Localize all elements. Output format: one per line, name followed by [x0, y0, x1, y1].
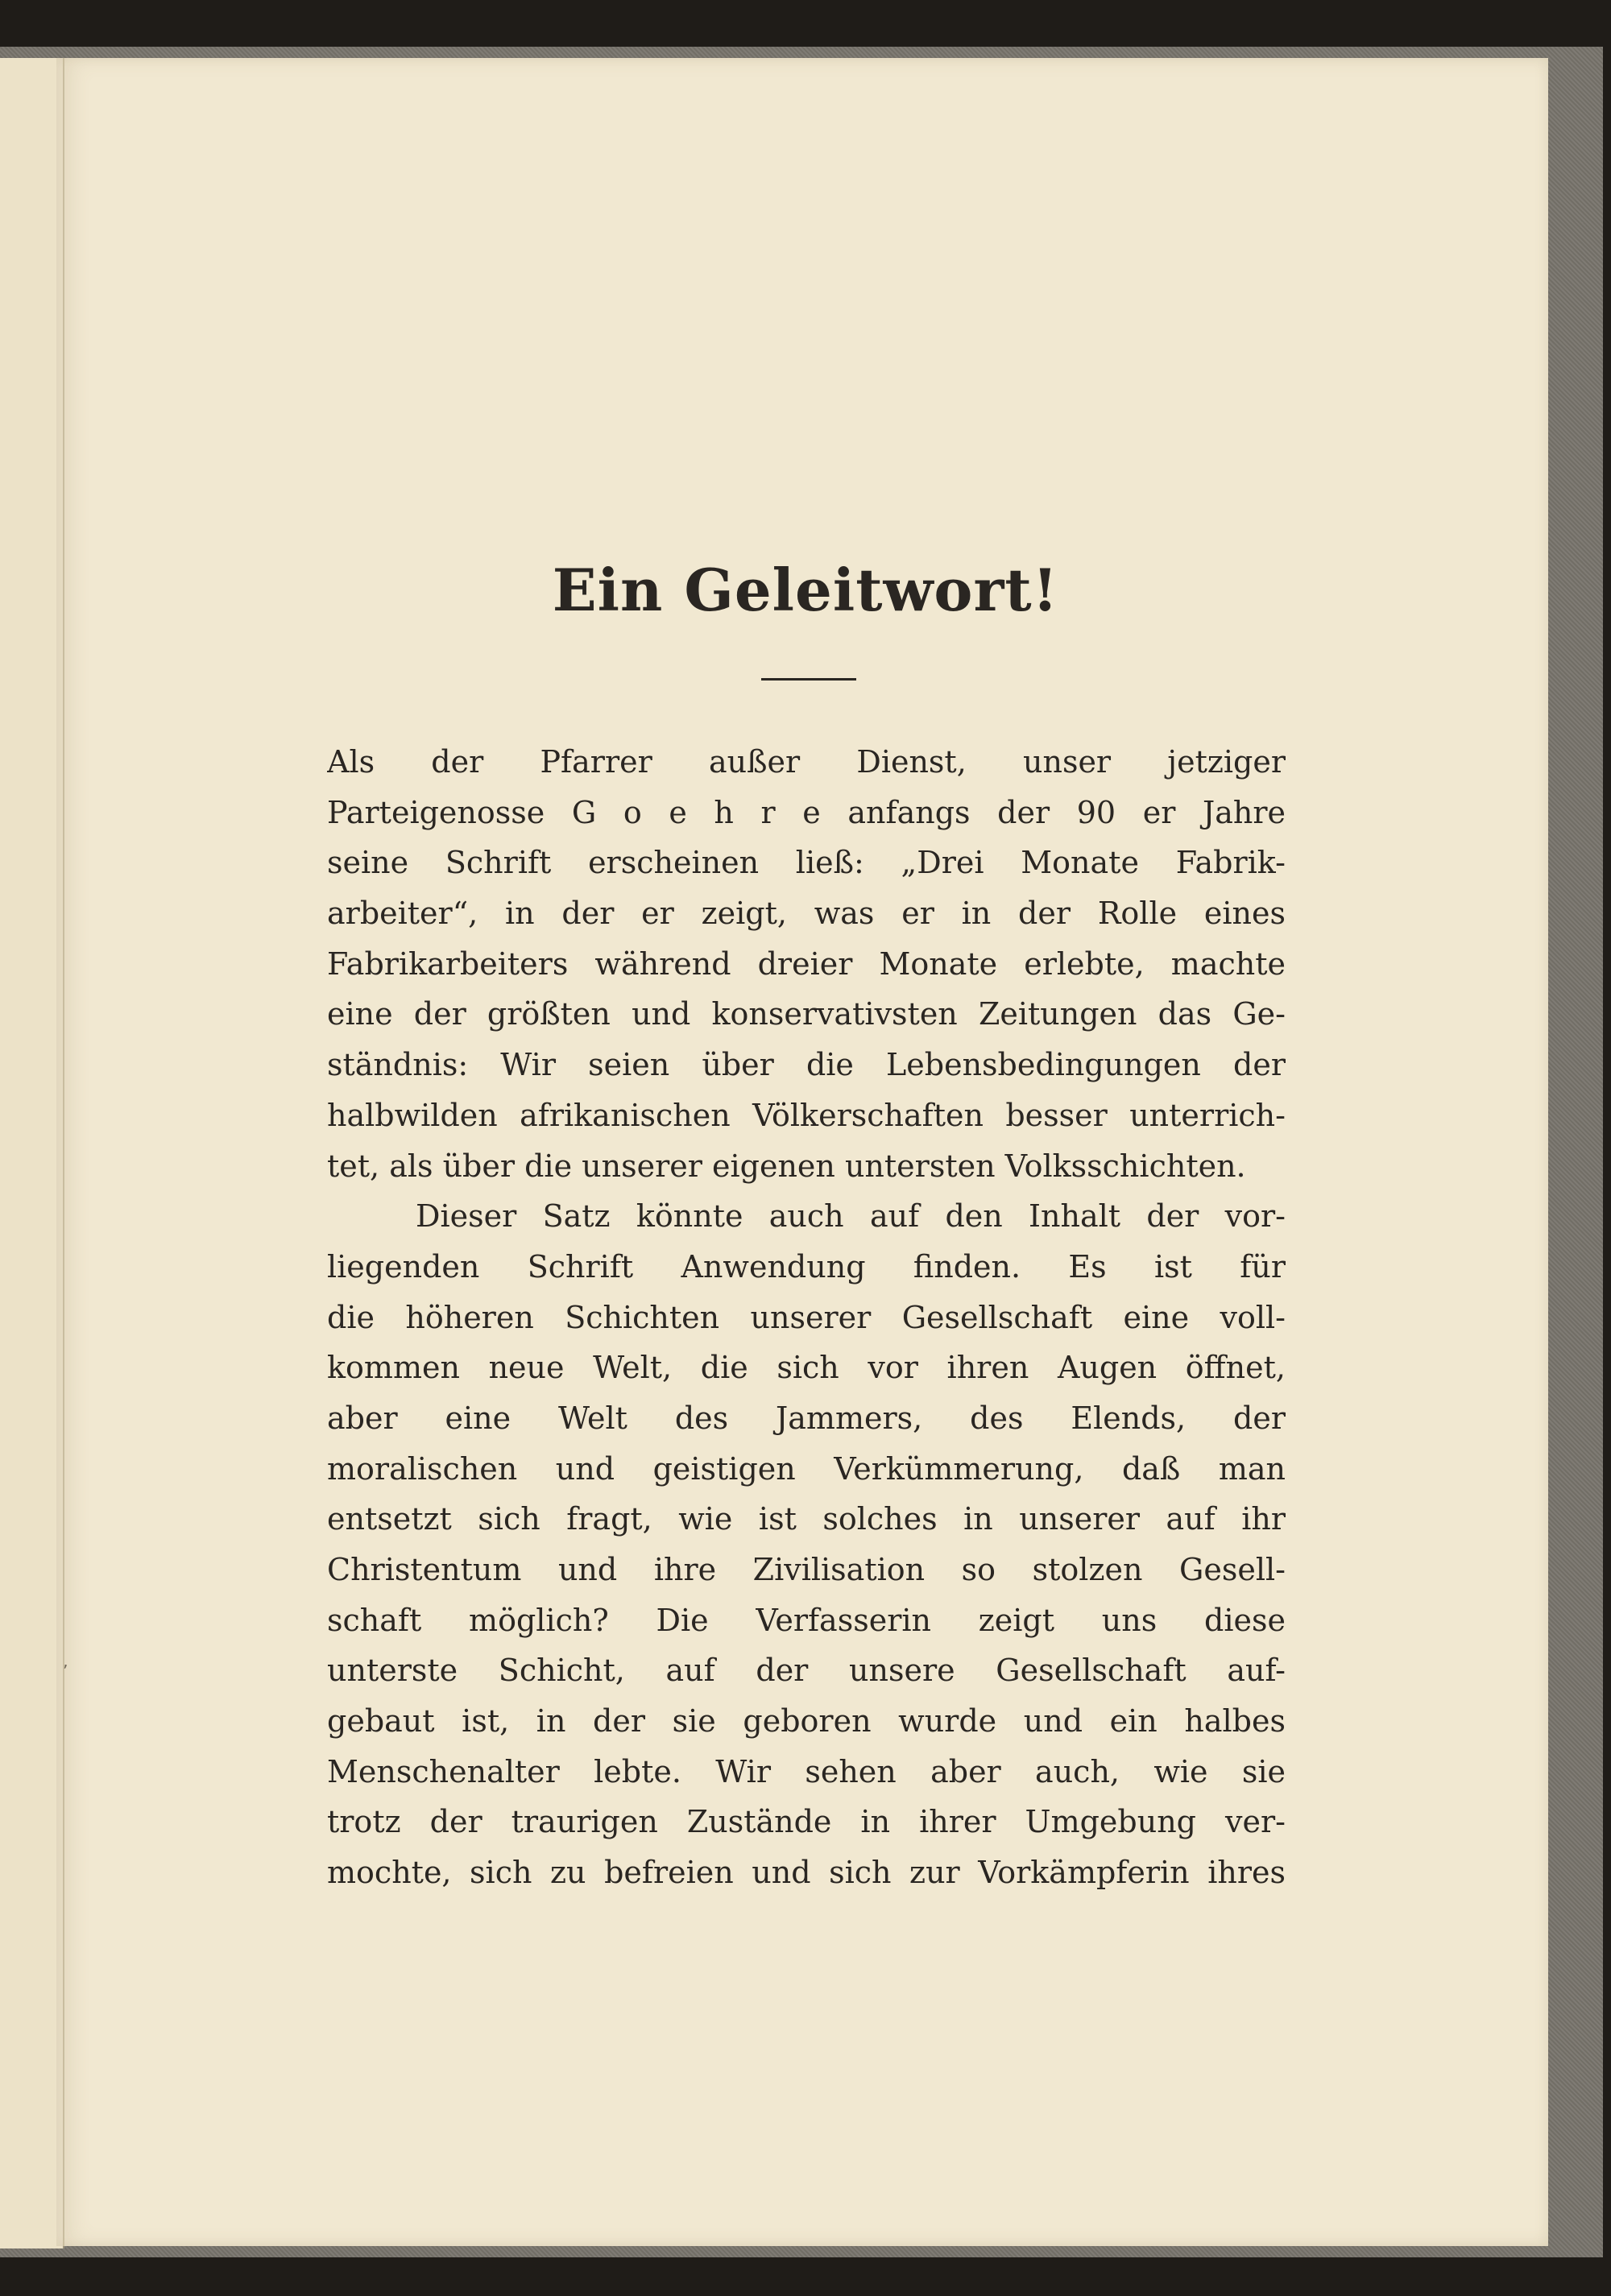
text-line: unterste Schicht, auf der unsere Gesellschaft auf- — [327, 1653, 1286, 1689]
text-line: Christentum und ihre Zivilisation so stolzen Gesell- — [327, 1552, 1286, 1587]
page-gutter — [63, 58, 64, 2246]
text-line: tet, als über die unserer eigenen untersten Volksschichten. — [327, 1148, 1246, 1184]
text-line: Dieser Satz könnte auch auf den Inhalt der vor- — [416, 1198, 1286, 1235]
text-line: eine der größten und konservativsten Zeitungen das Ge- — [327, 996, 1286, 1032]
text-line: ständnis: Wir seien über die Lebensbedingungen der — [327, 1047, 1286, 1083]
text-line: kommen neue Welt, die sich vor ihren Augen öffnet, — [327, 1350, 1286, 1386]
previous-page-edge — [0, 58, 64, 2248]
text-line: schaft möglich? Die Verfasserin zeigt uns diese — [327, 1602, 1286, 1638]
text-line: entsetzt sich fragt, wie ist solches in unserer auf ihr — [327, 1501, 1286, 1537]
text-line: Menschenalter lebte. Wir sehen aber auch, wie sie — [327, 1753, 1286, 1789]
text-line: aber eine Welt des Jammers, des Elends, der — [327, 1400, 1286, 1436]
text-line: die höheren Schichten unserer Gesellschaft eine voll- — [327, 1299, 1286, 1335]
text-line: seine Schrift erscheinen ließ: „Drei Monate Fabrik- — [327, 845, 1286, 881]
text-line: mochte, sich zu befreien und sich zur Vorkämpferin ihres — [327, 1855, 1286, 1891]
body-text — [327, 737, 1286, 1898]
text-line: trotz der traurigen Zustände in ihrer Umgebung ver- — [327, 1804, 1286, 1840]
text-line: halbwilden afrikanischen Völkerschaften besser unterrich- — [327, 1097, 1286, 1133]
paragraph-2 — [327, 1191, 1286, 1898]
text-line: Als der Pfarrer außer Dienst, unser jetziger — [327, 744, 1286, 780]
text-line: gebaut ist, in der sie geboren wurde und ein halbes — [327, 1703, 1286, 1740]
margin-mark: ’ — [63, 1661, 68, 1681]
text-line: Parteigenosse G o e h r e anfangs der 90 er Jahre — [327, 794, 1286, 830]
text-line: moralischen und geistigen Verkümmerung, daß man — [327, 1450, 1286, 1487]
text-line: liegenden Schrift Anwendung finden. Es ist für — [327, 1248, 1286, 1285]
page-title: Ein Geleitwort! — [552, 556, 1059, 624]
title-rule — [761, 678, 856, 681]
paragraph-1 — [327, 737, 1286, 1191]
text-line: arbeiter“, in der er zeigt, was er in der Rolle eines — [327, 896, 1286, 932]
text-line: Fabrikarbeiters während dreier Monate erlebte, machte — [327, 945, 1286, 982]
